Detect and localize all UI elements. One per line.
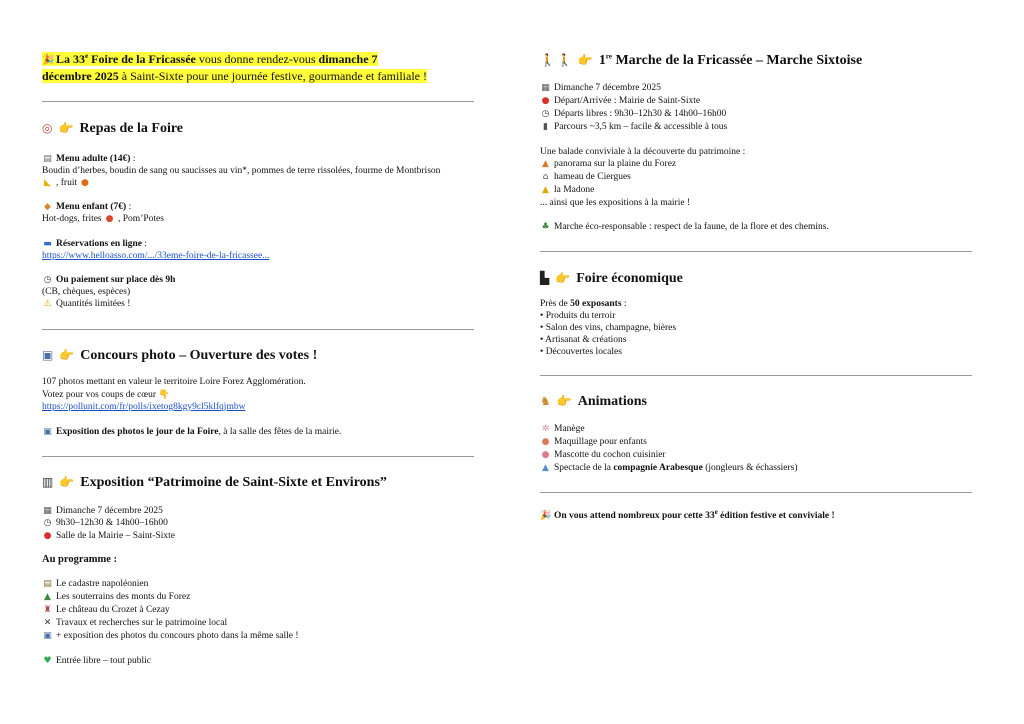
payment-title: Ou paiement sur place dès 9h xyxy=(56,275,176,285)
intro-p6: à Saint-Sixte pour une journée festive, gourmande et familiale ! xyxy=(118,69,427,83)
camera-icon: ▣ xyxy=(43,427,52,437)
party-popper-icon: 🎉 xyxy=(540,511,552,521)
walker-icon: 🚶 xyxy=(556,53,572,67)
closing-p2: édition festive et conviviale ! xyxy=(717,511,835,521)
pin-icon: ● xyxy=(43,531,52,541)
marche-eco xyxy=(540,221,829,234)
photo-desc: 107 photos mettant en valeur le territoire Loire Forez Agglomération. xyxy=(42,377,306,387)
menu-adulte-desc-2 xyxy=(42,177,93,190)
marche-route-text: Parcours ~3,5 km – facile & accessible à tous xyxy=(554,122,728,132)
animations-heading xyxy=(540,392,647,411)
programme-item xyxy=(42,617,227,630)
castle-icon: ♜ xyxy=(43,605,52,615)
praying-hands-icon: ▲ xyxy=(542,185,549,195)
expo-date-text: Dimanche 7 décembre 2025 xyxy=(56,506,163,516)
menu-enfant-colon: : xyxy=(126,202,132,212)
expo-hours-text: 9h30–12h30 & 14h00–16h00 xyxy=(56,518,168,528)
credit-card-icon: ▬ xyxy=(43,239,52,249)
marche-start-text: Départ/Arrivée : Mairie de Saint-Sixte xyxy=(554,96,701,106)
expo-date xyxy=(42,505,163,518)
marche-item xyxy=(540,158,676,171)
party-popper-icon: 🎉 xyxy=(42,55,55,66)
green-heart-icon: ♥ xyxy=(43,656,52,666)
factory-icon: ▙ xyxy=(540,271,550,285)
reservation-link[interactable]: https://www.helloasso.com/.../33eme-foire-de-la-fricassee... xyxy=(42,251,270,261)
pin-icon: ● xyxy=(541,96,550,106)
juggler-icon: ▲ xyxy=(542,463,549,473)
animation-item xyxy=(540,436,647,449)
pig-icon: ● xyxy=(541,450,550,460)
palette-icon: ● xyxy=(541,437,550,447)
landscape-icon: ▲ xyxy=(542,159,549,169)
footprints-icon: ▮ xyxy=(543,122,548,132)
intro-p5: décembre 2025 xyxy=(42,69,119,83)
classical-building-icon: ▥ xyxy=(42,475,54,489)
marche-title-sup: re xyxy=(605,52,612,61)
menu-adulte-fruit: , fruit xyxy=(56,178,78,188)
foire-eco-intro xyxy=(540,298,627,311)
limited-notice xyxy=(42,298,130,311)
cheese-icon: ◣ xyxy=(44,178,51,188)
menu-adulte-title: Menu adulte (14€) xyxy=(56,154,131,164)
pointing-hand-icon: 👉 xyxy=(577,53,593,67)
foire-eco-title: Foire économique xyxy=(576,271,683,286)
marche-title-rest: Marche de la Fricassée – Marche Sixtoise xyxy=(611,53,863,68)
programme-item xyxy=(42,604,170,617)
animation-item-text: Mascotte du cochon cuisinier xyxy=(554,450,666,460)
expo-place-text: Salle de la Mairie – Saint-Sixte xyxy=(56,531,175,541)
payment-methods: (CB, chèques, espèces) xyxy=(42,287,131,297)
marche-item-text: panorama sur la plaine du Forez xyxy=(554,159,677,169)
map-icon: ▤ xyxy=(43,579,52,589)
foire-eco-intro-1: Près de xyxy=(540,299,571,309)
marche-date-text: Dimanche 7 décembre 2025 xyxy=(554,83,661,93)
menu-enfant-desc-1: Hot-dogs, frites xyxy=(42,214,102,224)
spectacle-text-1: Spectacle de la xyxy=(554,463,614,473)
walker-icon: 🚶 xyxy=(540,53,555,67)
fries-icon: ● xyxy=(105,214,114,224)
photo-vote-text: Votez pour vos coups de cœur xyxy=(42,390,157,400)
pointing-down-hand-icon: 👇 xyxy=(158,390,170,400)
marche-departures-text: Départs libres : 9h30–12h30 & 14h00–16h00 xyxy=(554,109,727,119)
divider xyxy=(540,251,972,252)
reservation-title: Réservations en ligne xyxy=(56,239,143,249)
marche-title-num: 1 xyxy=(598,53,606,68)
closing-p1: On vous attend nombreux pour cette 33 xyxy=(554,511,715,521)
foire-eco-item: • Produits du terroir xyxy=(540,311,616,321)
expo-hours xyxy=(42,517,168,530)
expo-title: Exposition “Patrimoine de Saint-Sixte et Environs” xyxy=(80,475,387,490)
entry-notice xyxy=(42,655,151,668)
closing-sup: e xyxy=(714,507,718,516)
menu-enfant-desc-2: , Pom’Potes xyxy=(118,214,164,224)
clock-icon: ◷ xyxy=(43,518,52,528)
foire-eco-item: • Salon des vins, champagne, bières xyxy=(540,323,677,333)
divider xyxy=(540,375,972,376)
calendar-icon: ▦ xyxy=(43,506,52,516)
camera-icon: ▣ xyxy=(43,631,52,641)
pointing-hand-icon: 👉 xyxy=(555,271,571,285)
menu-enfant-title: Menu enfant (7€) xyxy=(56,202,127,212)
photo-expo-rest: , à la salle des fêtes de la mairie. xyxy=(218,427,342,437)
closing-line xyxy=(540,507,835,523)
clock-icon: ◷ xyxy=(43,275,52,285)
marche-item xyxy=(540,171,631,184)
marche-eco-text: Marche éco-responsable : respect de la faune, de la flore et des chemins. xyxy=(554,222,829,232)
photo-title: Concours photo – Ouverture des votes ! xyxy=(80,348,318,363)
foire-eco-intro-2: 50 exposants xyxy=(570,299,622,309)
divider xyxy=(540,492,972,493)
marche-item-text: la Madone xyxy=(554,185,595,195)
tools-icon: ✕ xyxy=(43,618,52,628)
intro-p2: Foire de la Fricassée xyxy=(88,52,196,66)
hotdog-icon: ◆ xyxy=(44,202,51,212)
carousel-icon: ✲ xyxy=(541,424,550,434)
animations-title: Animations xyxy=(577,394,647,409)
intro-p3: vous donne rendez-vous xyxy=(195,52,319,66)
mountain-icon: ▲ xyxy=(44,592,51,602)
marche-date xyxy=(540,82,661,95)
programme-item xyxy=(42,630,299,643)
spectacle-text-2: compagnie Arabesque xyxy=(613,463,703,473)
marche-intro: Une balade conviviale à la découverte du patrimoine : xyxy=(540,147,746,157)
intro-sup: e xyxy=(85,52,89,60)
foire-eco-item: • Artisanat & créations xyxy=(540,335,627,345)
divider xyxy=(42,456,474,457)
marche-departures xyxy=(540,108,726,121)
photo-vote xyxy=(42,389,172,402)
intro-p1: La 33 xyxy=(56,52,86,66)
photo-expo-bold: Exposition des photos le jour de la Foire xyxy=(56,427,219,437)
pointing-hand-icon: 👉 xyxy=(556,394,572,408)
menu-adulte-colon: : xyxy=(130,154,136,164)
repas-heading xyxy=(42,119,183,138)
programme-item-text: Travaux et recherches sur le patrimoine local xyxy=(56,618,228,628)
pointing-hand-icon: 👉 xyxy=(58,121,74,135)
marche-item-text: hameau de Ciergues xyxy=(554,172,631,182)
divider xyxy=(42,101,474,102)
camera-icon: ▣ xyxy=(42,348,54,362)
photo-heading xyxy=(42,346,317,365)
reservation-label xyxy=(42,238,147,251)
houses-icon: ⌂ xyxy=(542,172,549,182)
programme-item-text: Le château du Crozet à Cezay xyxy=(56,605,170,615)
repas-title: Repas de la Foire xyxy=(79,121,184,136)
foire-eco-heading xyxy=(540,269,683,288)
divider xyxy=(42,329,474,330)
reservation-colon: : xyxy=(142,239,148,249)
marche-route xyxy=(540,121,727,134)
pointing-hand-icon: 👉 xyxy=(59,475,75,489)
expo-place xyxy=(42,530,175,543)
fruit-icon: ● xyxy=(81,178,89,188)
expo-heading xyxy=(42,473,387,492)
clock-icon: ◷ xyxy=(541,109,550,119)
seedling-icon: ♣ xyxy=(541,222,550,232)
animation-item xyxy=(540,462,798,475)
programme-item-text: Le cadastre napoléonien xyxy=(56,579,149,589)
programme-item xyxy=(42,578,148,591)
marche-item xyxy=(540,184,594,197)
marche-also: ... ainsi que les expositions à la mairie ! xyxy=(540,198,691,208)
animation-item-text: Manège xyxy=(554,424,585,434)
warning-icon: ⚠ xyxy=(43,299,52,309)
animation-item-text: Maquillage pour enfants xyxy=(554,437,647,447)
programme-item xyxy=(42,591,190,604)
target-icon: ◎ xyxy=(42,121,53,135)
menu-enfant-label xyxy=(42,201,131,214)
photo-vote-link[interactable]: https://pollunit.com/fr/polls/ixetog8kgy9cl5klfqjmbw xyxy=(42,402,246,412)
pointing-hand-icon: 👉 xyxy=(59,348,75,362)
menu-adulte-label xyxy=(42,153,135,166)
entry-text: Entrée libre – tout public xyxy=(56,656,151,666)
menu-enfant-desc xyxy=(42,213,164,226)
foire-eco-item: • Découvertes locales xyxy=(540,347,622,357)
intro-line-1 xyxy=(42,51,378,69)
carousel-horse-icon: ♞ xyxy=(540,394,551,408)
intro-line-2 xyxy=(42,68,427,84)
animation-item xyxy=(540,449,666,462)
menu-card-icon: ▤ xyxy=(43,154,52,164)
programme-item-text: + exposition des photos du concours photo dans la même salle ! xyxy=(56,631,299,641)
intro-p4: dimanche 7 xyxy=(318,52,378,66)
marche-start xyxy=(540,95,700,108)
payment-label xyxy=(42,274,175,287)
photo-expo xyxy=(42,426,341,439)
menu-adulte-desc: Boudin d’herbes, boudin de sang ou saucisses au vin*, pommes de terre rissolées, fourme de Montbrison xyxy=(42,166,441,176)
programme-item-text: Les souterrains des monts du Forez xyxy=(56,592,191,602)
programme-label: Au programme : xyxy=(42,554,118,565)
calendar-icon: ▦ xyxy=(541,83,550,93)
limited-text: Quantités limitées ! xyxy=(56,299,131,309)
marche-heading xyxy=(540,51,862,70)
animation-item xyxy=(540,423,585,436)
spectacle-text-3: (jongleurs & échassiers) xyxy=(702,463,798,473)
foire-eco-intro-3: : xyxy=(621,299,627,309)
